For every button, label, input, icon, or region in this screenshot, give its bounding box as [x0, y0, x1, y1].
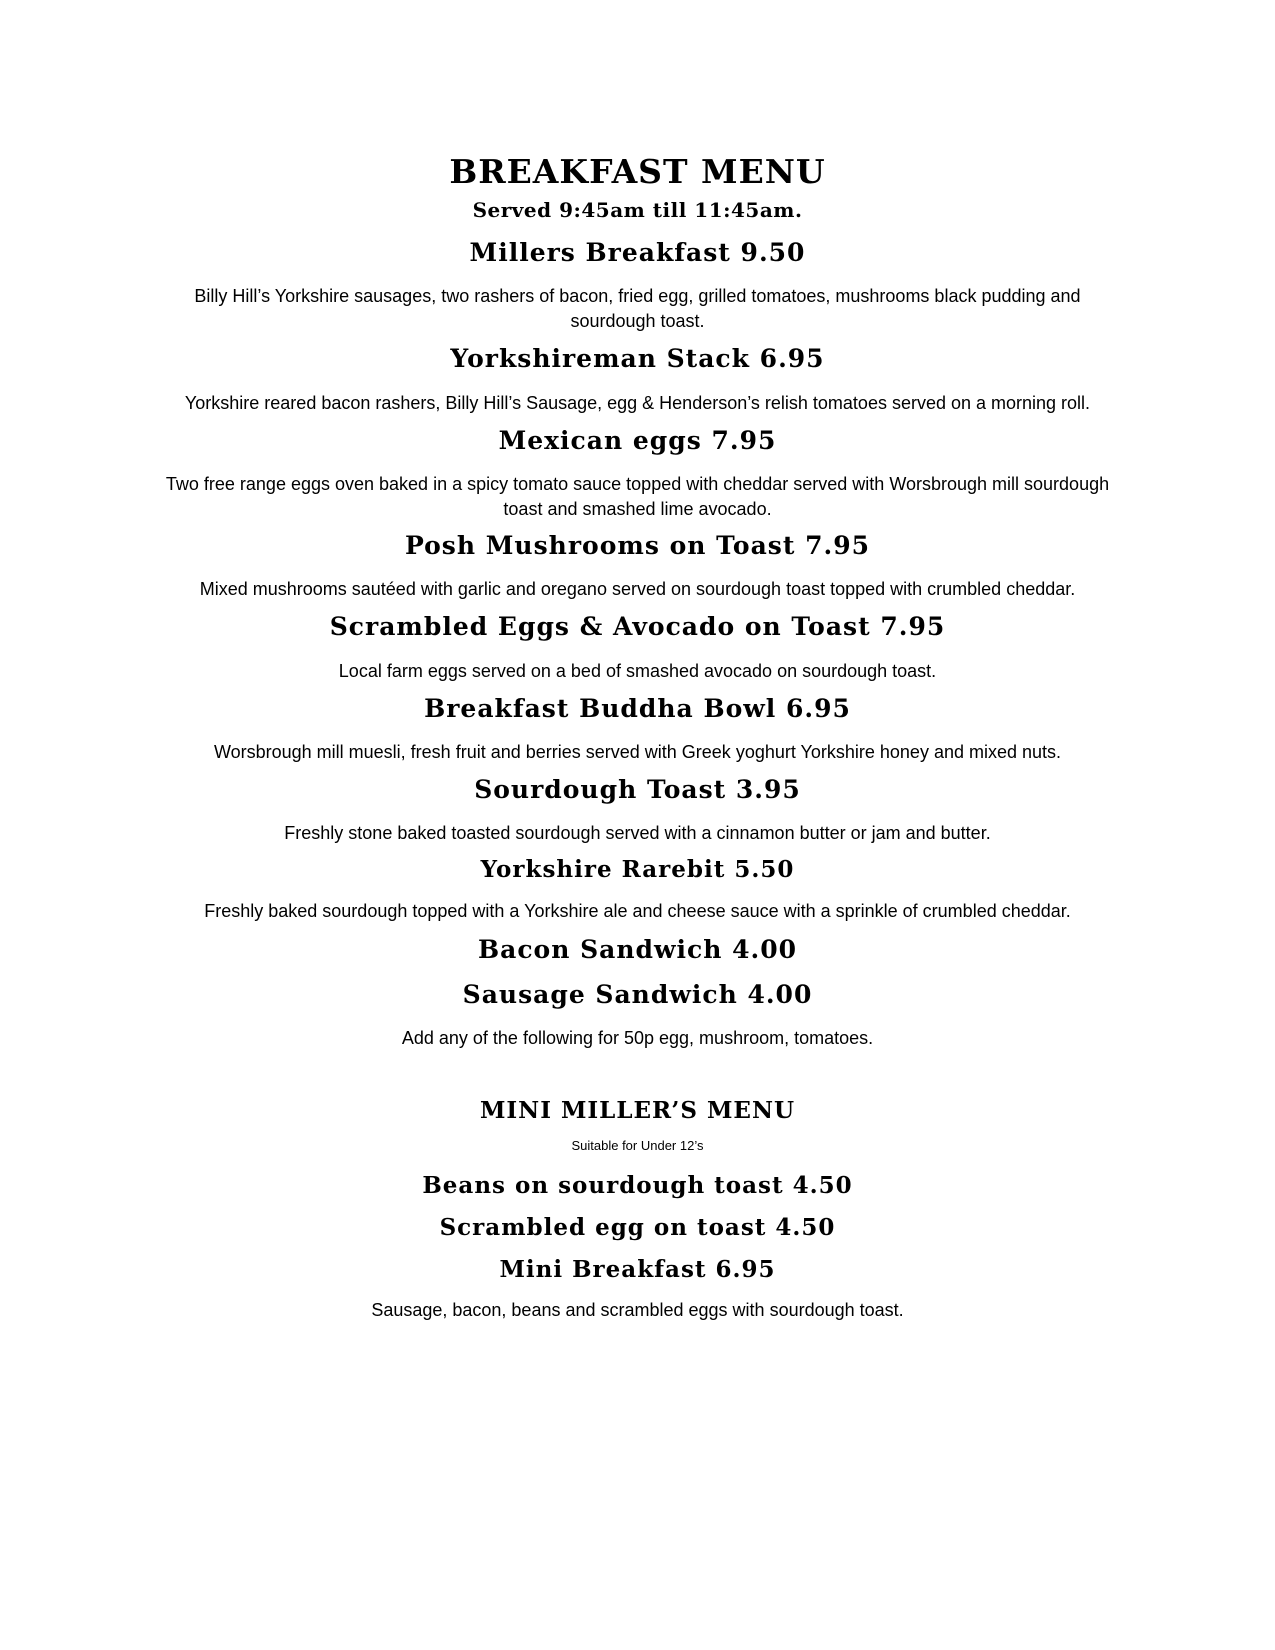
- mini-menu-title: MINI MILLER’S MENU: [479, 1097, 796, 1124]
- mini-menu-item-name: Beans on sourdough toast 4.50: [422, 1172, 853, 1199]
- menu-item-description: Billy Hill’s Yorkshire sausages, two rashers of bacon, fried egg, grilled tomatoes, mushrooms black pudding and sourdough toast.: [194, 286, 1081, 331]
- mini-menu-item-description: Sausage, bacon, beans and scrambled eggs with sourdough toast.: [371, 1300, 904, 1320]
- menu-title: BREAKFAST MENU: [449, 152, 826, 191]
- menu-item-description: Freshly baked sourdough topped with a Yorkshire ale and cheese sauce with a sprinkle of crumbled cheddar.: [204, 901, 1071, 921]
- menu-item-name: Bacon Sandwich 4.00: [477, 935, 798, 964]
- mini-menu-item-name: Mini Breakfast 6.95: [499, 1256, 776, 1283]
- menu-item-name: Sausage Sandwich 4.00: [462, 980, 813, 1009]
- mini-menu-note: Suitable for Under 12’s: [571, 1138, 704, 1153]
- menu-item-description: Freshly stone baked toasted sourdough served with a cinnamon butter or jam and butter.: [284, 823, 991, 843]
- serving-hours: Served 9:45am till 11:45am.: [472, 198, 803, 222]
- menu-item-description: Local farm eggs served on a bed of smashed avocado on sourdough toast.: [338, 661, 937, 681]
- menu-item-name: Sourdough Toast 3.95: [474, 775, 801, 804]
- menu-item-name: Breakfast Buddha Bowl 6.95: [424, 694, 851, 723]
- mini-menu-item-name: Scrambled egg on toast 4.50: [439, 1214, 836, 1241]
- menu-item-description: Mixed mushrooms sautéed with garlic and oregano served on sourdough toast topped with crumbled cheddar.: [199, 579, 1076, 599]
- menu-item-name: Millers Breakfast 9.50: [469, 238, 806, 267]
- menu-item-description: Worsbrough mill muesli, fresh fruit and berries served with Greek yoghurt Yorkshire honey and mixed nuts.: [213, 742, 1062, 762]
- menu-item-description: Add any of the following for 50p egg, mushroom, tomatoes.: [401, 1028, 874, 1048]
- menu-item-description: Yorkshire reared bacon rashers, Billy Hill’s Sausage, egg & Henderson’s relish tomatoes served on a morning roll.: [184, 393, 1091, 413]
- menu-item-name: Yorkshire Rarebit 5.50: [480, 856, 795, 883]
- menu-item-name: Scrambled Eggs & Avocado on Toast 7.95: [329, 612, 946, 641]
- menu-item-name: Posh Mushrooms on Toast 7.95: [405, 531, 870, 560]
- menu-item-name: Mexican eggs 7.95: [498, 426, 777, 455]
- menu-item-description: Two free range eggs oven baked in a spicy tomato sauce topped with cheddar served with Worsbrough mill sourdough toast and smashed lime avocado.: [165, 474, 1110, 519]
- menu-item-name: Yorkshireman Stack 6.95: [450, 344, 825, 373]
